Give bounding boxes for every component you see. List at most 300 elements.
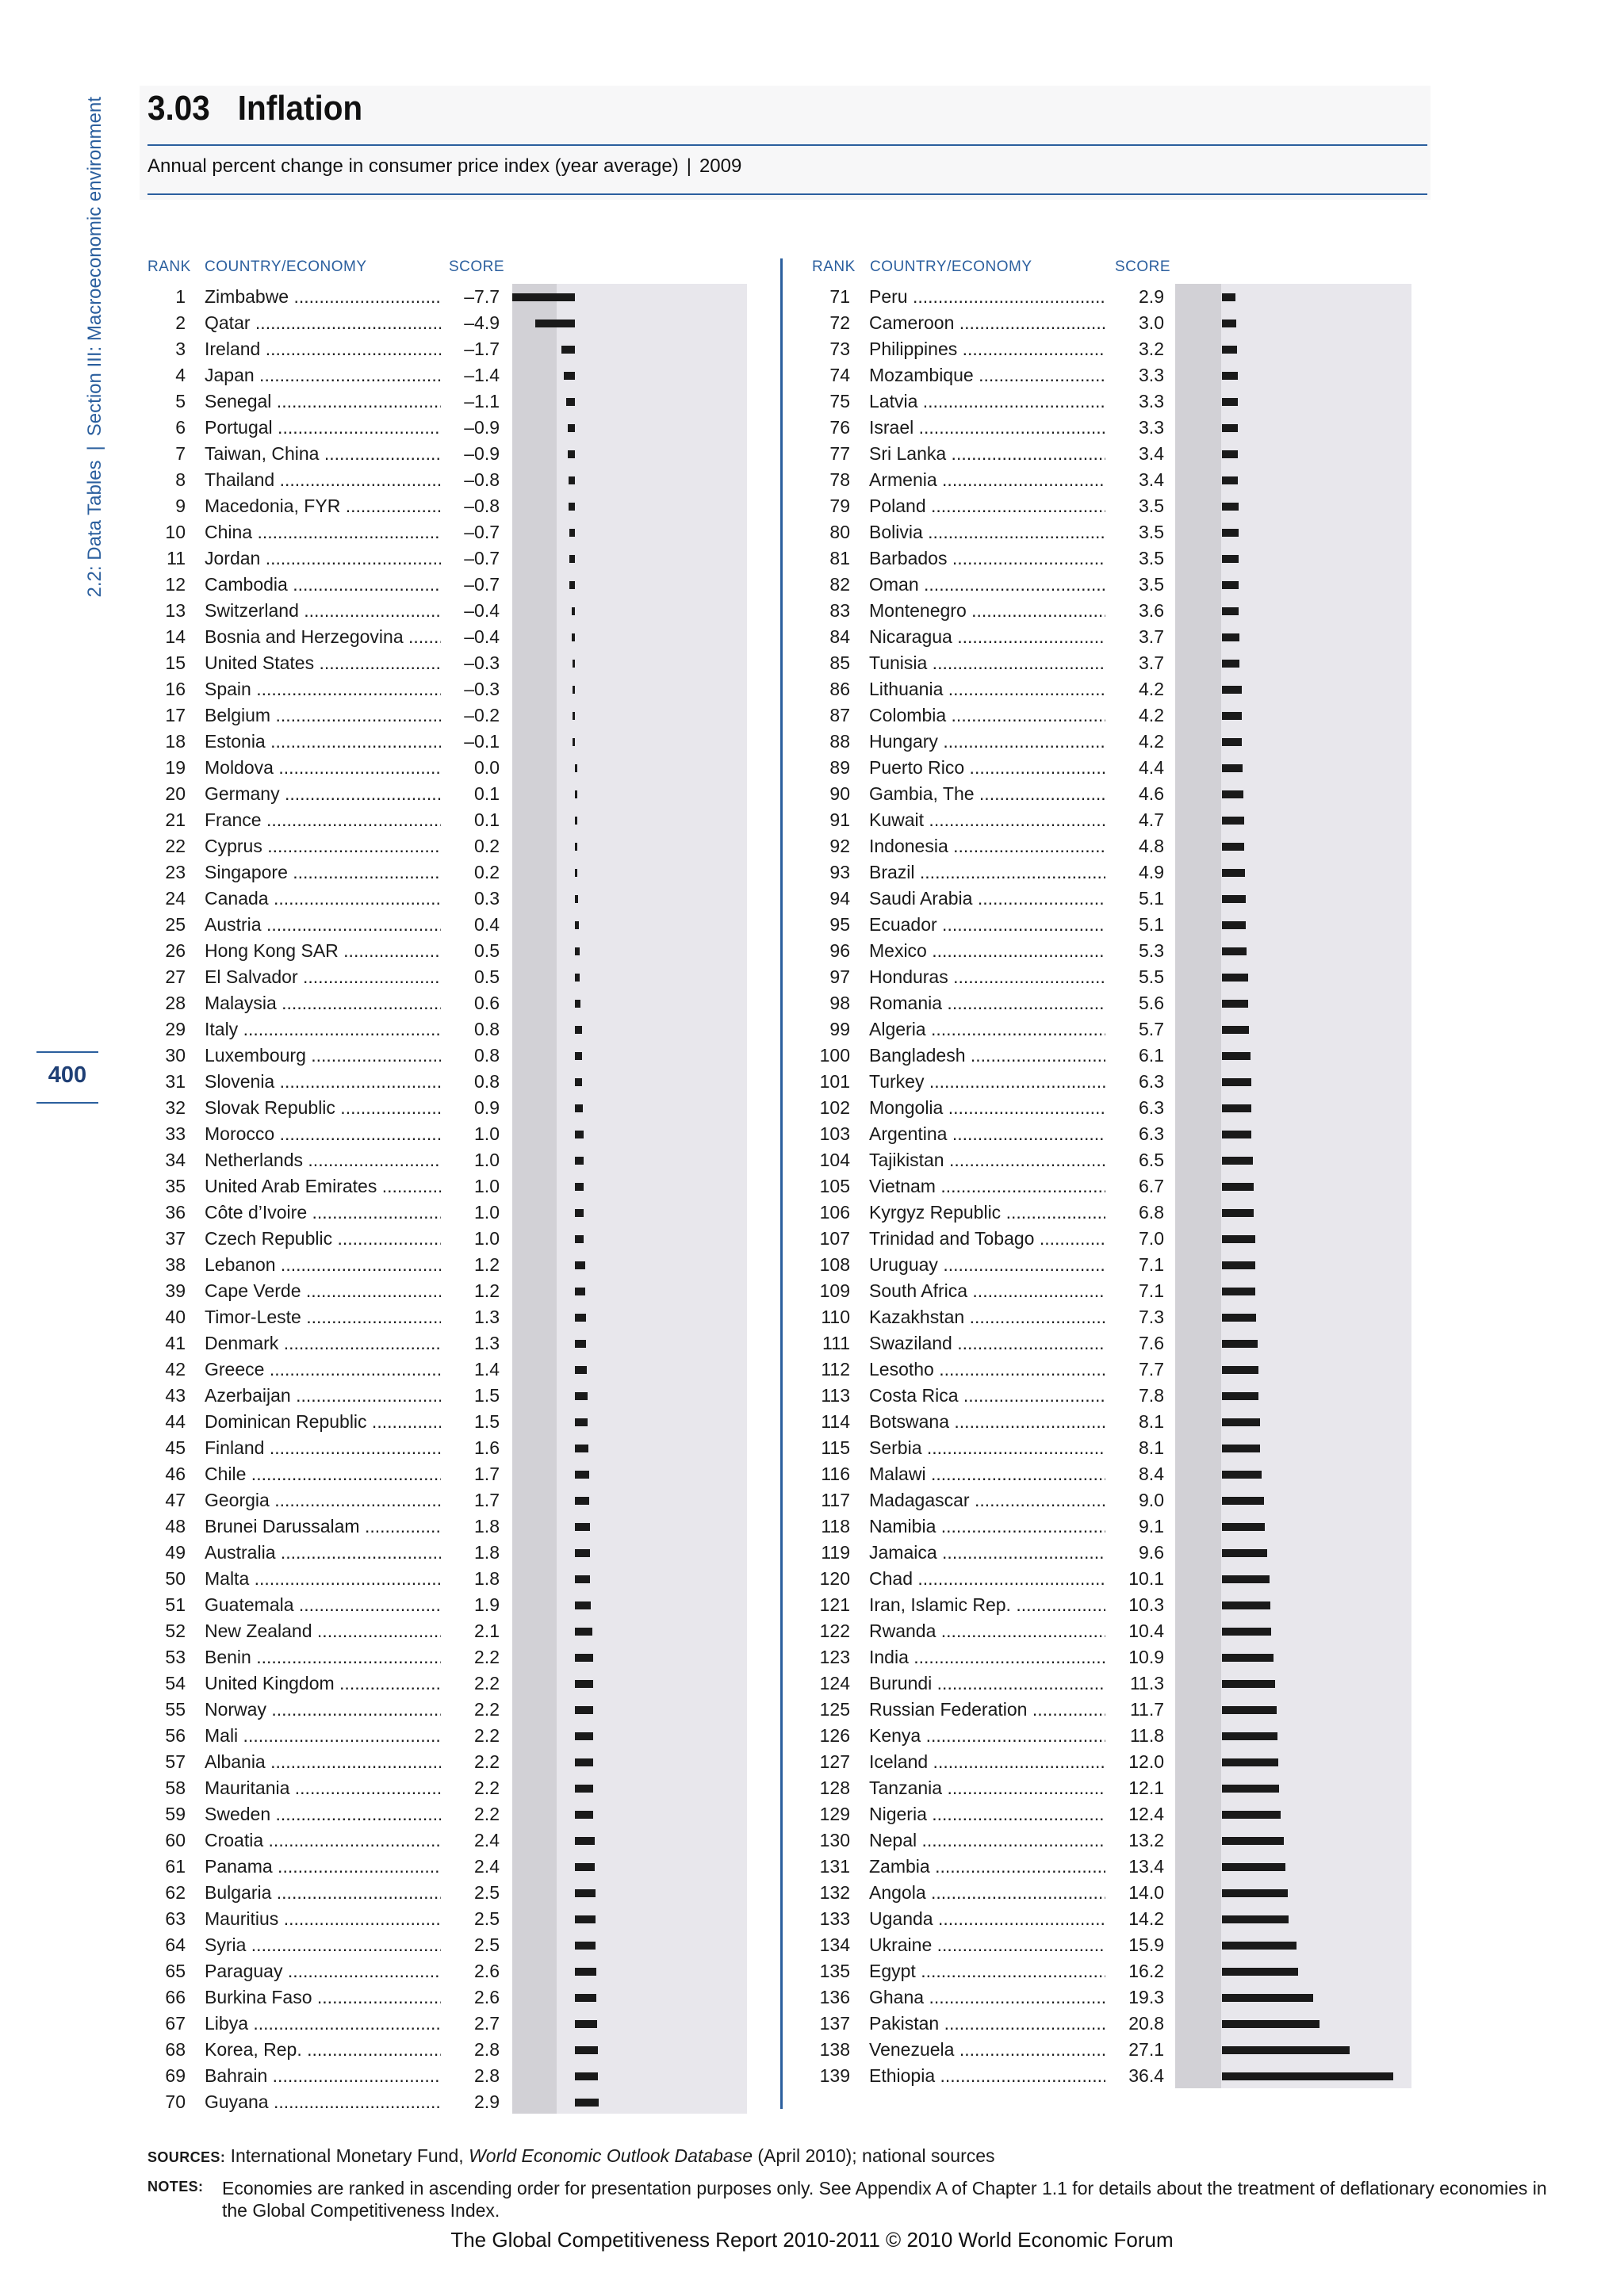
rank-cell: 82 <box>829 574 850 595</box>
rank-cell: 139 <box>819 2065 850 2086</box>
score-cell: 11.3 <box>1105 1670 1164 1697</box>
country-cell: Ethiopia ..... <box>869 2063 1162 2089</box>
country-cell: Azerbaijan ..... <box>205 1383 498 1409</box>
country-cell: Spain ..... <box>205 676 498 702</box>
rank-cell: 100 <box>819 1045 850 1066</box>
bar <box>1222 1497 1264 1505</box>
bar <box>535 320 576 327</box>
country-cell: Malta ..... <box>205 1566 498 1592</box>
country-cell: Bulgaria ..... <box>205 1880 498 1906</box>
bar <box>1222 1994 1313 2002</box>
country-cell: Croatia ..... <box>205 1827 498 1854</box>
left-score-header: SCORE <box>449 258 505 275</box>
rank-cell: 36 <box>165 1202 186 1223</box>
score-cell: 3.4 <box>1105 467 1164 493</box>
country-cell: Dominican Republic ..... <box>205 1409 498 1435</box>
bar <box>568 424 575 432</box>
country-cell: Slovenia ..... <box>205 1069 498 1095</box>
bar <box>1222 738 1242 746</box>
score-cell: 2.2 <box>441 1801 500 1827</box>
bar <box>1222 1811 1281 1819</box>
score-cell: 0.1 <box>441 807 500 833</box>
score-cell: 1.0 <box>441 1226 500 1252</box>
bar <box>575 843 577 851</box>
country-cell: Chile ..... <box>205 1461 498 1487</box>
country-cell: Uganda ..... <box>869 1906 1162 1932</box>
country-cell: Madagascar ..... <box>869 1487 1162 1513</box>
section-label <box>79 97 111 664</box>
country-cell: Latvia ..... <box>869 388 1162 415</box>
rank-cell: 1 <box>175 286 186 307</box>
country-cell: India ..... <box>869 1644 1162 1670</box>
score-cell: 1.5 <box>441 1383 500 1409</box>
score-cell: 2.2 <box>441 1670 500 1697</box>
rank-cell: 31 <box>165 1071 186 1092</box>
score-cell: –0.9 <box>441 441 500 467</box>
bar <box>575 1471 589 1479</box>
country-cell: Puerto Rico ..... <box>869 755 1162 781</box>
bar <box>575 1706 593 1714</box>
country-cell: Albania ..... <box>205 1749 498 1775</box>
bar <box>572 607 575 615</box>
bar <box>575 1863 595 1871</box>
score-cell: 27.1 <box>1105 2037 1164 2063</box>
left-chart-negative-background <box>512 284 557 2114</box>
bar <box>1222 555 1239 563</box>
score-cell: 12.0 <box>1105 1749 1164 1775</box>
country-cell: Poland ..... <box>869 493 1162 519</box>
bar <box>575 2072 598 2080</box>
score-cell: 4.9 <box>1105 859 1164 886</box>
rank-cell: 30 <box>165 1045 186 1066</box>
country-cell: Canada ..... <box>205 886 498 912</box>
score-cell: 0.5 <box>441 938 500 964</box>
rank-cell: 42 <box>165 1359 186 1380</box>
country-cell: Lebanon ..... <box>205 1252 498 1278</box>
rank-cell: 72 <box>829 312 850 333</box>
country-cell: Venezuela ..... <box>869 2037 1162 2063</box>
score-cell: 0.6 <box>441 990 500 1016</box>
country-cell: Thailand ..... <box>205 467 498 493</box>
page-footer: The Global Competitiveness Report 2010-2011 © 2010 World Economic Forum <box>450 2228 1174 2252</box>
country-cell: Ukraine ..... <box>869 1932 1162 1958</box>
rank-cell: 103 <box>819 1123 850 1144</box>
bar <box>1222 1000 1248 1008</box>
bar <box>575 1628 592 1636</box>
bar <box>1222 607 1239 615</box>
rank-cell: 127 <box>819 1751 850 1772</box>
score-cell: 2.2 <box>441 1697 500 1723</box>
left-country-header: COUNTRY/ECONOMY <box>205 258 367 275</box>
rank-cell: 18 <box>165 731 186 752</box>
rank-cell: 137 <box>819 2013 850 2034</box>
score-cell: 0.3 <box>441 886 500 912</box>
rank-cell: 51 <box>165 1594 186 1615</box>
bar <box>1222 1052 1251 1060</box>
bar <box>573 660 575 668</box>
score-cell: 6.5 <box>1105 1147 1164 1173</box>
rank-cell: 132 <box>819 1882 850 1903</box>
country-cell: Guatemala ..... <box>205 1592 498 1618</box>
score-cell: 19.3 <box>1105 1984 1164 2011</box>
country-cell: Italy ..... <box>205 1016 498 1043</box>
country-cell: Cameroon ..... <box>869 310 1162 336</box>
rank-cell: 21 <box>165 809 186 830</box>
country-cell: Turkey ..... <box>869 1069 1162 1095</box>
bar <box>1222 476 1238 484</box>
score-cell: 3.4 <box>1105 441 1164 467</box>
score-cell: 3.6 <box>1105 598 1164 624</box>
rank-cell: 50 <box>165 1568 186 1589</box>
subtitle-rule <box>147 193 1427 195</box>
bar <box>1222 1471 1262 1479</box>
rank-cell: 106 <box>819 1202 850 1223</box>
bar <box>575 1418 587 1426</box>
rank-cell: 89 <box>829 757 850 778</box>
bar <box>573 686 575 694</box>
bar <box>575 1811 593 1819</box>
rank-cell: 11 <box>167 548 186 568</box>
score-cell: –7.7 <box>441 284 500 310</box>
sources <box>147 2145 995 2167</box>
bar <box>1222 1968 1298 1976</box>
rank-cell: 49 <box>165 1542 186 1563</box>
country-cell: Lesotho ..... <box>869 1357 1162 1383</box>
score-cell: 7.1 <box>1105 1252 1164 1278</box>
bar <box>575 1445 588 1452</box>
score-cell: –0.7 <box>441 572 500 598</box>
country-cell: Pakistan ..... <box>869 2011 1162 2037</box>
rank-cell: 26 <box>165 940 186 961</box>
rank-cell: 75 <box>829 391 850 411</box>
country-cell: Uruguay ..... <box>869 1252 1162 1278</box>
score-cell: 10.1 <box>1105 1566 1164 1592</box>
rank-cell: 74 <box>829 365 850 385</box>
rank-cell: 134 <box>819 1934 850 1955</box>
score-cell: 9.1 <box>1105 1513 1164 1540</box>
rank-cell: 19 <box>165 757 186 778</box>
bar <box>564 372 575 380</box>
country-cell: Malaysia ..... <box>205 990 498 1016</box>
rank-cell: 129 <box>819 1804 850 1824</box>
rank-cell: 136 <box>819 1987 850 2007</box>
bar <box>1222 1261 1255 1269</box>
rank-cell: 46 <box>165 1464 186 1484</box>
bar <box>1222 947 1247 955</box>
bar <box>575 1758 593 1766</box>
rank-cell: 24 <box>165 888 186 909</box>
score-cell: 7.8 <box>1105 1383 1164 1409</box>
country-cell: Burkina Faso ..... <box>205 1984 498 2011</box>
rank-cell: 39 <box>165 1280 186 1301</box>
score-cell: 1.0 <box>441 1173 500 1200</box>
score-cell: 1.7 <box>441 1487 500 1513</box>
bar <box>1222 1889 1288 1897</box>
rank-cell: 113 <box>821 1385 850 1406</box>
bar <box>1222 372 1238 380</box>
rank-cell: 77 <box>829 443 850 464</box>
country-cell: Barbados ..... <box>869 545 1162 572</box>
rank-cell: 119 <box>821 1542 850 1563</box>
rank-cell: 34 <box>165 1150 186 1170</box>
score-cell: –0.7 <box>441 519 500 545</box>
score-cell: –0.7 <box>441 545 500 572</box>
bar <box>566 398 575 406</box>
bar <box>575 1575 590 1583</box>
bar <box>575 1942 596 1950</box>
country-cell: Kuwait ..... <box>869 807 1162 833</box>
bar <box>1222 1418 1260 1426</box>
score-cell: 6.7 <box>1105 1173 1164 1200</box>
rank-cell: 91 <box>829 809 850 830</box>
bar <box>1222 398 1238 406</box>
rank-cell: 79 <box>829 496 850 516</box>
country-cell: Saudi Arabia ..... <box>869 886 1162 912</box>
rank-cell: 114 <box>821 1411 850 1432</box>
score-cell: 5.7 <box>1105 1016 1164 1043</box>
page-number-marker <box>36 1051 98 1104</box>
rank-cell: 25 <box>165 914 186 935</box>
country-cell: Sweden ..... <box>205 1801 498 1827</box>
score-cell: 6.8 <box>1105 1200 1164 1226</box>
rank-cell: 45 <box>165 1437 186 1458</box>
bar <box>575 790 577 798</box>
country-cell: Argentina ..... <box>869 1121 1162 1147</box>
country-cell: Israel ..... <box>869 415 1162 441</box>
rank-cell: 27 <box>165 966 186 987</box>
bar <box>1222 843 1244 851</box>
section-label-part2: Section III: Macroeconomic environment <box>84 97 105 437</box>
score-cell: 9.6 <box>1105 1540 1164 1566</box>
country-cell: Kazakhstan ..... <box>869 1304 1162 1330</box>
rank-cell: 37 <box>165 1228 186 1249</box>
country-cell: Timor-Leste ..... <box>205 1304 498 1330</box>
score-cell: 0.8 <box>441 1043 500 1069</box>
page-title <box>147 89 362 128</box>
rank-cell: 68 <box>165 2039 186 2060</box>
bar <box>1222 346 1237 354</box>
bar <box>575 1340 585 1348</box>
bar <box>569 581 575 589</box>
rank-cell: 6 <box>175 417 186 438</box>
score-cell: 9.0 <box>1105 1487 1164 1513</box>
bar <box>1222 1445 1260 1452</box>
score-cell: 2.5 <box>441 1880 500 1906</box>
bar <box>575 1026 581 1034</box>
rank-cell: 58 <box>165 1777 186 1798</box>
country-cell: Estonia ..... <box>205 729 498 755</box>
country-cell: Namibia ..... <box>869 1513 1162 1540</box>
rank-cell: 44 <box>165 1411 186 1432</box>
rank-cell: 55 <box>165 1699 186 1720</box>
right-country-header: COUNTRY/ECONOMY <box>870 258 1032 275</box>
score-cell: 3.5 <box>1105 519 1164 545</box>
rank-cell: 63 <box>165 1908 186 1929</box>
country-cell: Brazil ..... <box>869 859 1162 886</box>
rank-cell: 69 <box>165 2065 186 2086</box>
score-cell: 0.4 <box>441 912 500 938</box>
bar <box>1222 1654 1274 1662</box>
country-cell: Paraguay ..... <box>205 1958 498 1984</box>
rank-cell: 84 <box>829 626 850 647</box>
score-cell: 10.9 <box>1105 1644 1164 1670</box>
score-cell: 7.3 <box>1105 1304 1164 1330</box>
country-cell: Ghana ..... <box>869 1984 1162 2011</box>
rank-cell: 29 <box>165 1019 186 1039</box>
score-cell: 6.3 <box>1105 1121 1164 1147</box>
score-cell: 1.8 <box>441 1540 500 1566</box>
rank-cell: 48 <box>165 1516 186 1536</box>
country-cell: Kenya ..... <box>869 1723 1162 1749</box>
rank-cell: 28 <box>165 993 186 1013</box>
country-cell: Netherlands ..... <box>205 1147 498 1173</box>
bar <box>575 1601 591 1609</box>
country-cell: France ..... <box>205 807 498 833</box>
bar <box>1222 1209 1254 1217</box>
rank-cell: 12 <box>165 574 186 595</box>
rank-cell: 17 <box>165 705 186 725</box>
bar <box>1222 2046 1350 2054</box>
rank-cell: 14 <box>165 626 186 647</box>
score-cell: 10.3 <box>1105 1592 1164 1618</box>
score-cell: 0.1 <box>441 781 500 807</box>
rank-cell: 56 <box>165 1725 186 1746</box>
rank-cell: 123 <box>819 1647 850 1667</box>
score-cell: 5.1 <box>1105 886 1164 912</box>
score-cell: 2.9 <box>441 2089 500 2115</box>
score-cell: –4.9 <box>441 310 500 336</box>
bar <box>575 764 577 772</box>
rank-cell: 90 <box>829 783 850 804</box>
country-cell: Cambodia ..... <box>205 572 498 598</box>
sources-text-before: International Monetary Fund, <box>230 2145 469 2166</box>
rank-cell: 65 <box>165 1961 186 1981</box>
bar <box>1222 503 1239 511</box>
rank-cell: 53 <box>165 1647 186 1667</box>
score-cell: 7.7 <box>1105 1357 1164 1383</box>
score-cell: 36.4 <box>1105 2063 1164 2089</box>
bar <box>1222 686 1242 694</box>
country-cell: Angola ..... <box>869 1880 1162 1906</box>
bar <box>1222 2072 1393 2080</box>
rank-cell: 96 <box>829 940 850 961</box>
rank-cell: 124 <box>819 1673 850 1693</box>
country-cell: Botswana ..... <box>869 1409 1162 1435</box>
bar <box>575 1392 587 1400</box>
bar <box>1222 1104 1251 1112</box>
bar <box>575 1523 590 1531</box>
bar <box>573 738 575 746</box>
rank-cell: 38 <box>165 1254 186 1275</box>
bar <box>569 503 575 511</box>
country-cell: Japan ..... <box>205 362 498 388</box>
rank-cell: 133 <box>819 1908 850 1929</box>
score-cell: 0.0 <box>441 755 500 781</box>
bar <box>1222 1366 1258 1374</box>
score-cell: 12.1 <box>1105 1775 1164 1801</box>
country-cell: Kyrgyz Republic ..... <box>869 1200 1162 1226</box>
country-cell: United Kingdom ..... <box>205 1670 498 1697</box>
country-cell: Vietnam ..... <box>869 1173 1162 1200</box>
score-cell: 2.5 <box>441 1906 500 1932</box>
bar <box>1222 1078 1251 1086</box>
score-cell: –0.3 <box>441 650 500 676</box>
rank-cell: 85 <box>829 652 850 673</box>
page-number-rule-top <box>36 1051 98 1053</box>
bar <box>575 1497 589 1505</box>
country-cell: Cyprus ..... <box>205 833 498 859</box>
country-cell: Iran, Islamic Rep. ..... <box>869 1592 1162 1618</box>
score-cell: 1.7 <box>441 1461 500 1487</box>
right-rank-header: RANK <box>812 258 856 275</box>
country-cell: Moldova ..... <box>205 755 498 781</box>
bar <box>575 1915 596 1923</box>
country-cell: Zimbabwe ..... <box>205 284 498 310</box>
country-cell: Senegal ..... <box>205 388 498 415</box>
score-cell: 3.3 <box>1105 362 1164 388</box>
rank-cell: 102 <box>819 1097 850 1118</box>
country-cell: Jordan ..... <box>205 545 498 572</box>
rank-cell: 87 <box>829 705 850 725</box>
country-cell: Brunei Darussalam ..... <box>205 1513 498 1540</box>
score-cell: 5.6 <box>1105 990 1164 1016</box>
bar <box>575 1131 583 1138</box>
country-cell: Morocco ..... <box>205 1121 498 1147</box>
bar <box>1222 790 1243 798</box>
score-cell: 3.7 <box>1105 650 1164 676</box>
notes-text: Economies are ranked in ascending order for presentation purposes only. See Appendix A of Chapter 1.1 for details about the treatment of deflationary economies in the Global Competitiveness Index. <box>222 2178 1547 2221</box>
score-cell: –0.8 <box>441 493 500 519</box>
rank-cell: 105 <box>819 1176 850 1196</box>
bar <box>1222 581 1239 589</box>
page-number: 400 <box>48 1062 87 1088</box>
score-cell: 15.9 <box>1105 1932 1164 1958</box>
score-cell: 1.3 <box>441 1304 500 1330</box>
score-cell: 7.0 <box>1105 1226 1164 1252</box>
score-cell: 0.8 <box>441 1069 500 1095</box>
rank-cell: 94 <box>829 888 850 909</box>
score-cell: –0.4 <box>441 624 500 650</box>
rank-cell: 7 <box>175 443 186 464</box>
country-cell: Jamaica ..... <box>869 1540 1162 1566</box>
country-cell: Costa Rica ..... <box>869 1383 1162 1409</box>
bar <box>1222 1706 1277 1714</box>
score-cell: 1.0 <box>441 1121 500 1147</box>
rank-cell: 92 <box>829 836 850 856</box>
country-cell: South Africa ..... <box>869 1278 1162 1304</box>
rank-cell: 70 <box>165 2091 186 2112</box>
column-divider <box>780 258 783 2109</box>
rank-cell: 66 <box>165 1987 186 2007</box>
country-cell: Swaziland ..... <box>869 1330 1162 1357</box>
bar <box>1222 1628 1271 1636</box>
score-cell: 1.2 <box>441 1252 500 1278</box>
country-cell: Luxembourg ..... <box>205 1043 498 1069</box>
score-cell: 6.3 <box>1105 1069 1164 1095</box>
score-cell: 11.8 <box>1105 1723 1164 1749</box>
rank-cell: 52 <box>165 1621 186 1641</box>
rank-cell: 131 <box>819 1856 850 1877</box>
score-cell: 3.0 <box>1105 310 1164 336</box>
bar <box>1222 1183 1254 1191</box>
bar <box>575 1078 581 1086</box>
country-cell: Burundi ..... <box>869 1670 1162 1697</box>
bar <box>569 555 575 563</box>
rank-cell: 78 <box>829 469 850 490</box>
country-cell: Mongolia ..... <box>869 1095 1162 1121</box>
country-cell: Sri Lanka ..... <box>869 441 1162 467</box>
bar <box>568 450 575 458</box>
